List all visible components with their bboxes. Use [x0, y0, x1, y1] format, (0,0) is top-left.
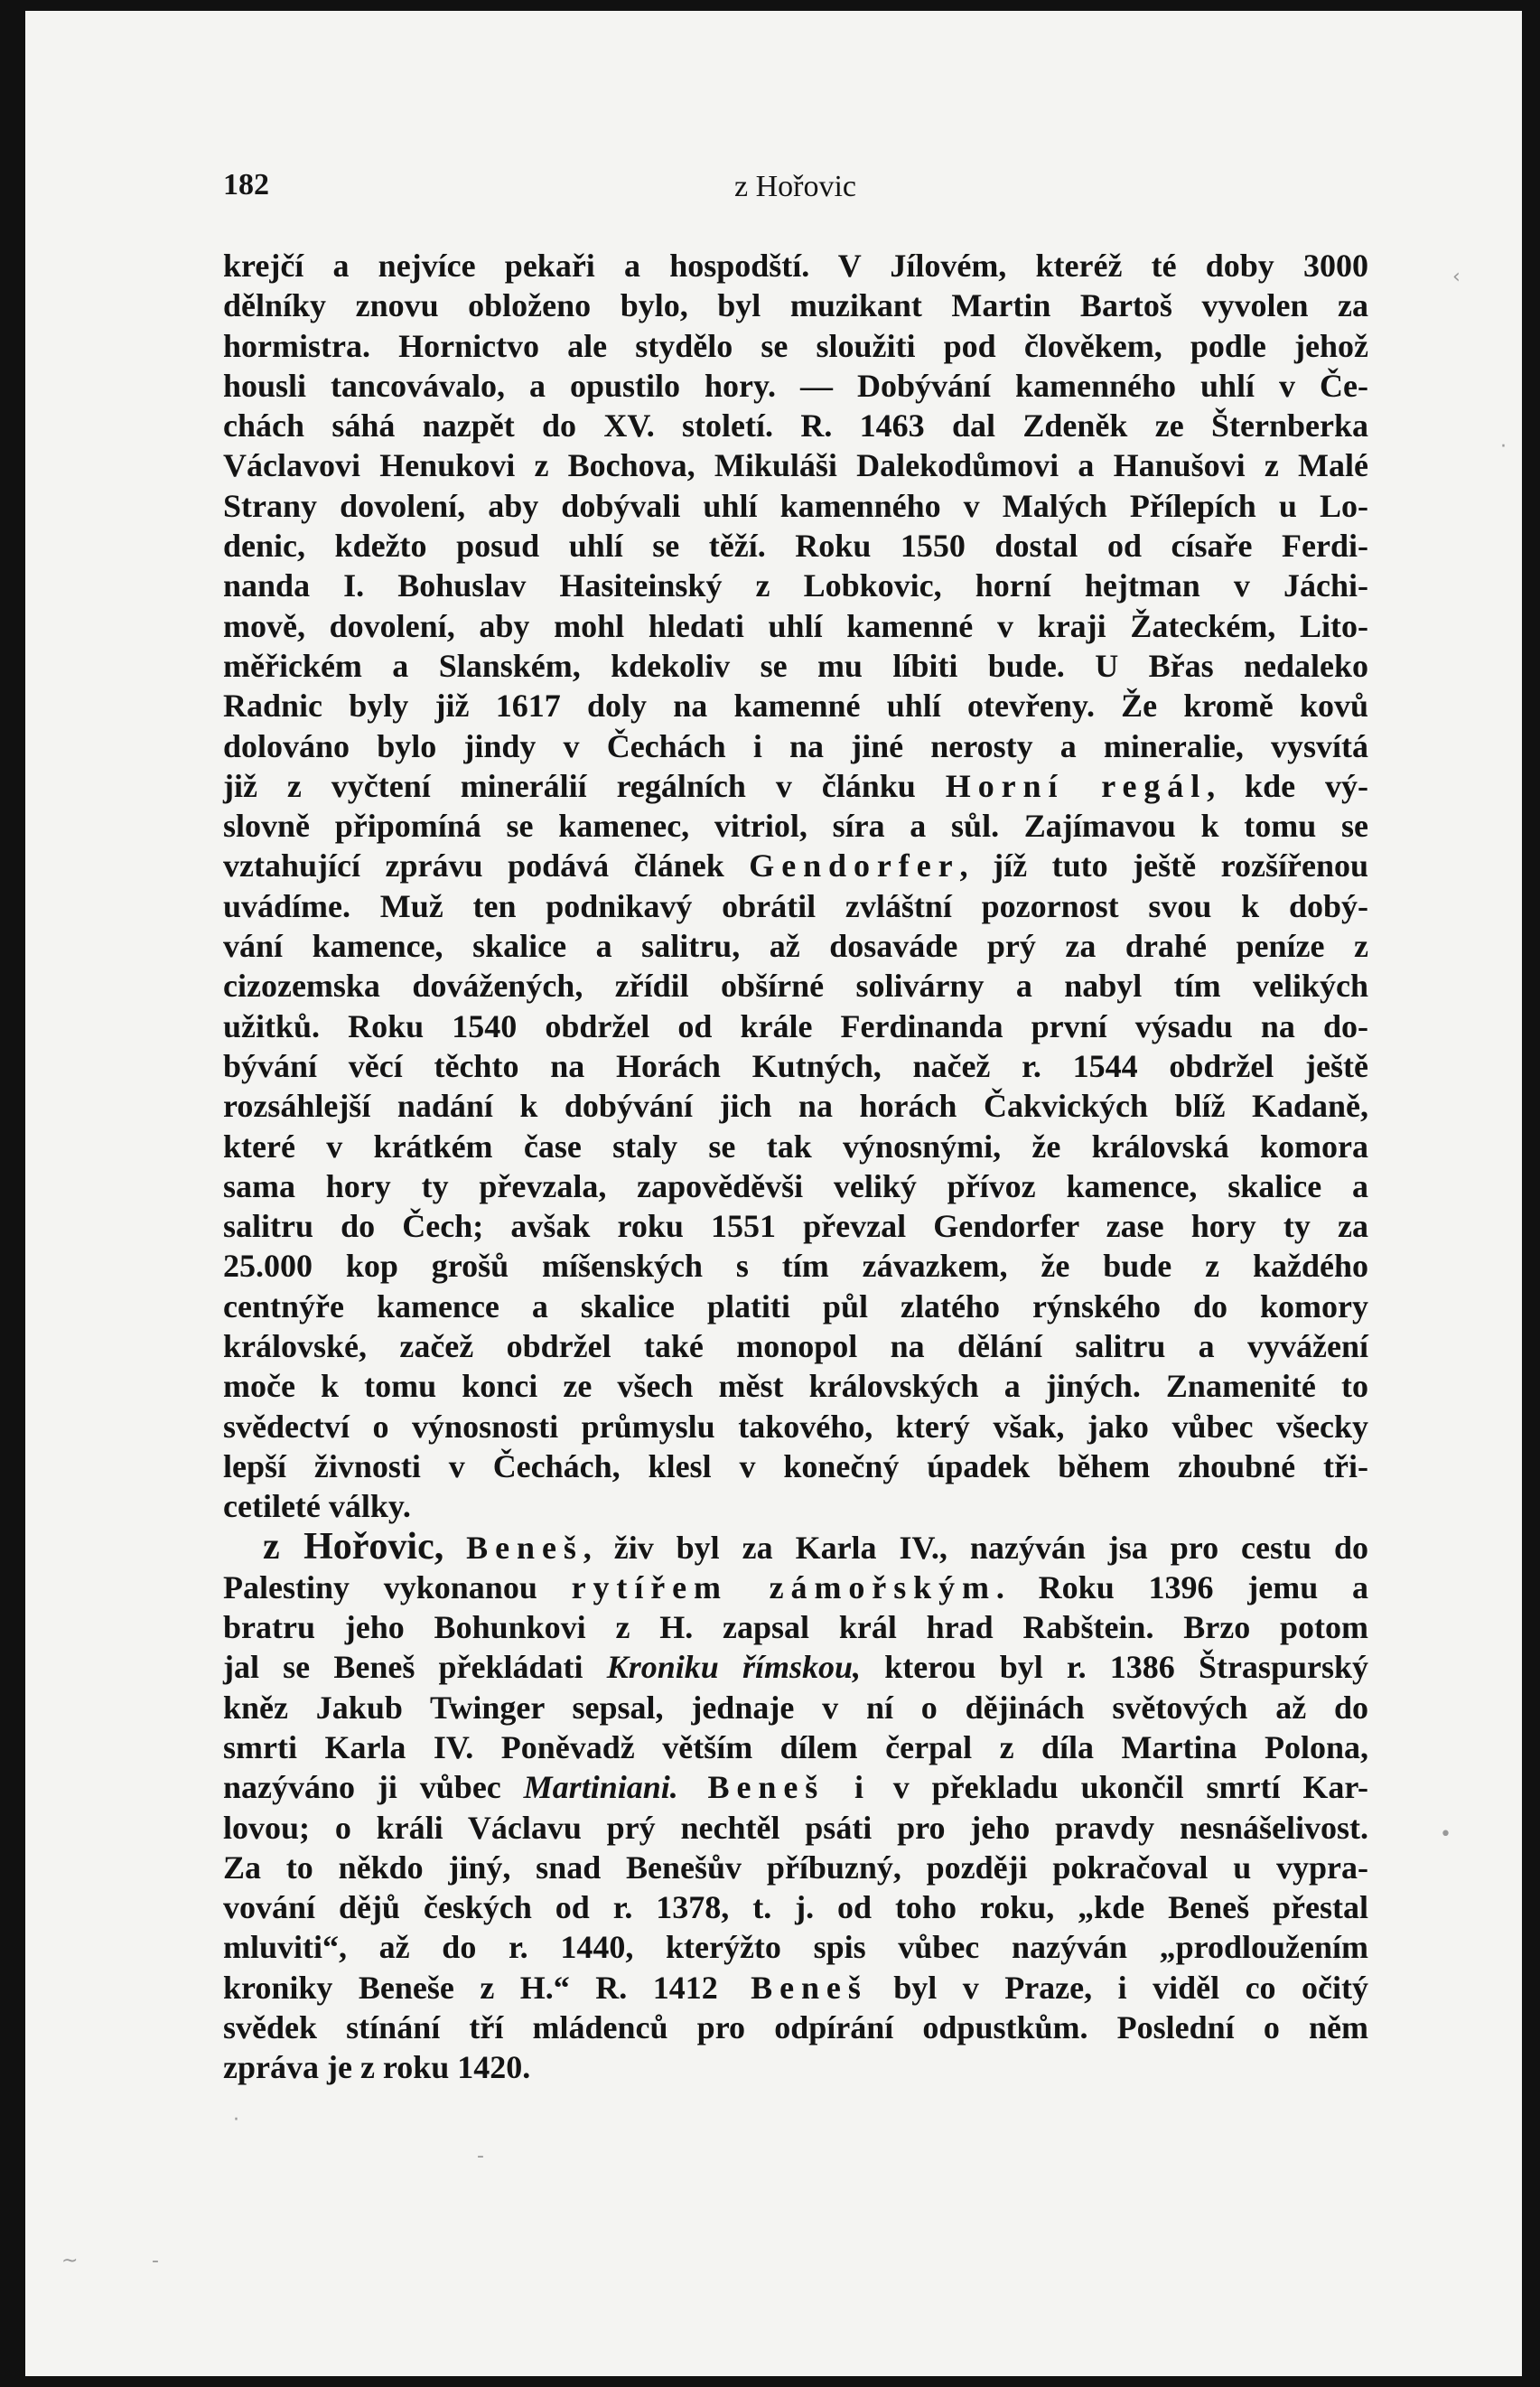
- text-line: 25.000 kop grošů míšenských s tím závazkem, že bude z každého: [223, 1248, 1368, 1285]
- spaced-name: Beneš i: [677, 1769, 871, 1806]
- margin-speck: ·: [233, 2109, 239, 2131]
- text-line: nanda I. Bohuslav Hasiteinský z Lobkovic, horní hejtman v Jáchi-: [223, 567, 1368, 604]
- text-line: [223, 846, 1368, 885]
- entry-first-line: [223, 1527, 1368, 1568]
- text-line: bývání věcí těchto na Horách Kutných, načež r. 1544 obdržel ještě: [223, 1047, 1368, 1084]
- text-line: centnýře kamence a skalice platiti půl zlatého rýnského do komory: [223, 1287, 1368, 1325]
- line-text: kterou byl r. 1386 Štraspurský: [861, 1649, 1368, 1686]
- line-text: , jíž tuto ještě rozšířenou: [959, 847, 1368, 885]
- text-line: uvádíme. Muž ten podnikavý obrátil zvláštní pozornost svou k dobý-: [223, 887, 1368, 924]
- text-line: lovou; o králi Václavu prý nechtěl psáti pro jeho pravdy nesnášelivost.: [223, 1809, 1368, 1846]
- text-line: dělníky znovu obloženo bylo, byl muzikant Martin Bartoš vyvolen za: [223, 287, 1368, 324]
- text-line: mluviti“, až do r. 1440, kterýžto spis vůbec nazýván „prodloužením: [223, 1929, 1368, 1966]
- text-line: užitků. Roku 1540 obdržel od krále Ferdinanda první výsadu na do-: [223, 1007, 1368, 1044]
- text-line: [223, 1767, 1368, 1807]
- text-line: denic, kdežto posud uhlí se těží. Roku 1550 dostal od císaře Ferdi-: [223, 528, 1368, 565]
- text-line: Radnic byly již 1617 doly na kamenné uhlí otevřeny. Že kromě kovů: [223, 688, 1368, 725]
- text-line: bratru jeho Bohunkovi z H. zapsal král hrad Rabštein. Brzo potom: [223, 1609, 1368, 1646]
- text-line: Václavovi Henukovi z Bochova, Mikuláši Dalekodůmovi a Hanušovi z Malé: [223, 447, 1368, 484]
- margin-speck: ~: [61, 2250, 79, 2272]
- text-line: mově, dovolení, aby mohl hledati uhlí kamenné v kraji Žateckém, Lito-: [223, 607, 1368, 644]
- text-line: cizozemska dovážených, zřídil obšírné solivárny a nabyl tím velikých: [223, 968, 1368, 1005]
- text-line: vování dějů českých od r. 1378, t. j. od toho roku, „kde Beneš přestal: [223, 1889, 1368, 1926]
- text-line: lepší živnosti v Čechách, klesl v konečný úpadek během zhoubné tři-: [223, 1447, 1368, 1484]
- margin-speck: •: [1440, 1823, 1451, 1846]
- text-line: slovně připomíná se kamenec, vitriol, síra a sůl. Zajímavou k tomu se: [223, 808, 1368, 845]
- text-line: sama hory ty převzala, zapověděvši veliký přívoz kamence, skalice a: [223, 1167, 1368, 1204]
- text-line: Strany dovolení, aby dobývali uhlí kamenného v Malých Přílepích u Lo-: [223, 487, 1368, 524]
- text-line: Za to někdo jiný, snad Benešův příbuzný, později pokračoval u vypra-: [223, 1849, 1368, 1886]
- running-head: z Hořovic: [734, 170, 857, 203]
- line-text: nazýváno ji vůbec: [223, 1769, 524, 1806]
- spaced-term: Horní regál: [945, 767, 1208, 804]
- entry-name: Beneš: [466, 1529, 583, 1566]
- text-line: [223, 766, 1368, 806]
- text-line: [223, 1968, 1368, 2008]
- text-line: chách sáhá nazpět do XV. století. R. 1463 dal Zdeněk ze Šternberka: [223, 407, 1368, 445]
- text-line: dolováno bylo jindy v Čechách i na jiné nerosty a mineralie, vysvítá: [223, 727, 1368, 764]
- text-line: měřickém a Slanském, kdekoliv se mu líbiti bude. U Břas nedaleko: [223, 647, 1368, 684]
- line-text: jal se Beneš překládati: [223, 1649, 607, 1686]
- text-line: svědectví o výnosnosti průmyslu takového, který však, jako vůbec všecky: [223, 1408, 1368, 1445]
- spaced-term: rytířem zámořským: [571, 1568, 996, 1605]
- text-line: které v krátkém čase staly se tak výnosnými, že královská komora: [223, 1128, 1368, 1165]
- entry-headword: z Hořovic,: [263, 1525, 444, 1568]
- spaced-name: Beneš: [717, 1969, 868, 2006]
- italic-title: Kroniku římskou,: [606, 1649, 862, 1686]
- line-text: . Roku 1396 jemu a: [995, 1568, 1368, 1605]
- page-header: [223, 168, 1368, 204]
- text-line: [223, 1568, 1368, 1607]
- text-line: kněz Jakub Twinger sepsal, jednaje v ní o dějinách světových až do: [223, 1689, 1368, 1726]
- line-text: v překladu ukončil smrtí Kar-: [870, 1769, 1368, 1806]
- line-text: byl v Praze, i viděl co očitý: [867, 1969, 1368, 2006]
- line-text: již z vyčtení minerálií regálních v článku: [223, 767, 946, 804]
- line-text: , kde vý-: [1207, 767, 1368, 804]
- text-line: zpráva je z roku 1420.: [223, 2049, 531, 2086]
- text-line: moče k tomu konci ze všech měst královských a jiných. Znamenité to: [223, 1368, 1368, 1405]
- text-line: smrti Karla IV. Poněvadž větším dílem čerpal z díla Martina Polona,: [223, 1728, 1368, 1765]
- text-line: krejčí a nejvíce pekaři a hospodští. V Jílovém, kteréž té doby 3000: [223, 248, 1368, 284]
- italic-title: Martiniani.: [523, 1769, 678, 1806]
- margin-speck: ·: [1500, 435, 1507, 458]
- text-line: svědek stínání tří mládenců pro odpírání odpustkům. Poslední o něm: [223, 2009, 1368, 2046]
- text-line: [223, 1647, 1368, 1687]
- line-text: vztahující zprávu podává článek: [223, 847, 750, 885]
- text-line: hormistra. Hornictvo ale stydělo se sloužiti pod člověkem, podle jehož: [223, 327, 1368, 364]
- text-line: housli tancovávalo, a opustilo hory. — Dobývání kamenného uhlí v Če-: [223, 367, 1368, 404]
- text-line: salitru do Čech; avšak roku 1551 převzal Gendorfer zase hory ty za: [223, 1208, 1368, 1245]
- line-text: Palestiny vykonanou: [223, 1568, 572, 1605]
- page-number: 182: [223, 168, 269, 201]
- margin-speck: -: [477, 2145, 484, 2167]
- text-line: vání kamence, skalice a salitru, až dosaváde prý za drahé peníze z: [223, 928, 1368, 965]
- line-text: , živ byl za Karla IV., nazýván jsa pro cestu do: [583, 1529, 1368, 1566]
- text-line: cetileté války.: [223, 1488, 411, 1525]
- line-text: kroniky Beneše z H.“ R. 1412: [223, 1969, 718, 2006]
- text-line: královské, začež obdržel také monopol na dělání salitru a vyvážení: [223, 1328, 1368, 1365]
- body-text: [223, 246, 1368, 2088]
- margin-speck: -: [152, 2250, 159, 2272]
- text-line: rozsáhlejší nadání k dobývání jich na horách Čakvických blíž Kadaně,: [223, 1088, 1368, 1125]
- spaced-name: Gendorfer: [749, 847, 960, 885]
- margin-speck: ‹: [1452, 266, 1461, 288]
